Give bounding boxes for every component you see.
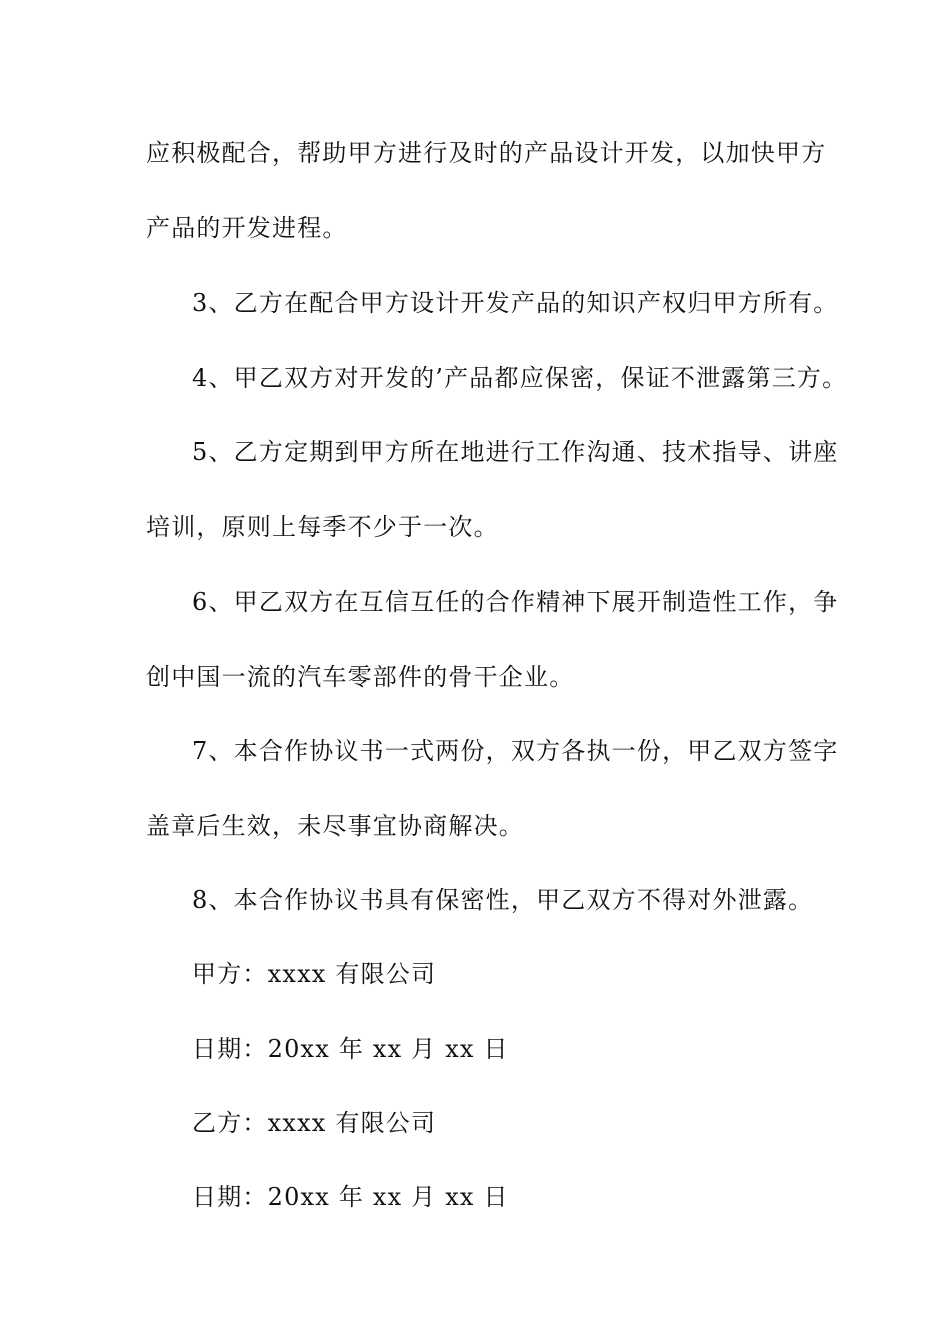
clause-7: 7、本合作协议书一式两份，双方各执一份，甲乙双方签字 xyxy=(192,737,839,765)
paragraph-line: 培训，原则上每季不少于一次。 xyxy=(146,513,499,541)
clause-5: 5、乙方定期到甲方所在地进行工作沟通、技术指导、讲座 xyxy=(192,438,839,466)
paragraph-line: 产品的开发进程。 xyxy=(146,214,348,242)
party-b: 乙方：xxxx 有限公司 xyxy=(192,1109,437,1137)
paragraph-line: 创中国一流的汽车零部件的骨干企业。 xyxy=(146,663,575,691)
clause-8: 8、本合作协议书具有保密性，甲乙双方不得对外泄露。 xyxy=(192,886,814,914)
paragraph-line: 应积极配合，帮助甲方进行及时的产品设计开发，以加快甲方 xyxy=(146,139,827,167)
paragraph-line: 盖章后生效，未尽事宜协商解决。 xyxy=(146,812,524,840)
party-a: 甲方：xxxx 有限公司 xyxy=(192,960,437,988)
party-a-date: 日期：20xx 年 xx 月 xx 日 xyxy=(192,1035,509,1063)
clause-6: 6、甲乙双方在互信互任的合作精神下展开制造性工作，争 xyxy=(192,588,839,616)
clause-4: 4、甲乙双方对开发的’产品都应保密，保证不泄露第三方。 xyxy=(192,364,848,392)
party-b-date: 日期：20xx 年 xx 月 xx 日 xyxy=(192,1183,509,1211)
clause-3: 3、乙方在配合甲方设计开发产品的知识产权归甲方所有。 xyxy=(192,289,839,317)
